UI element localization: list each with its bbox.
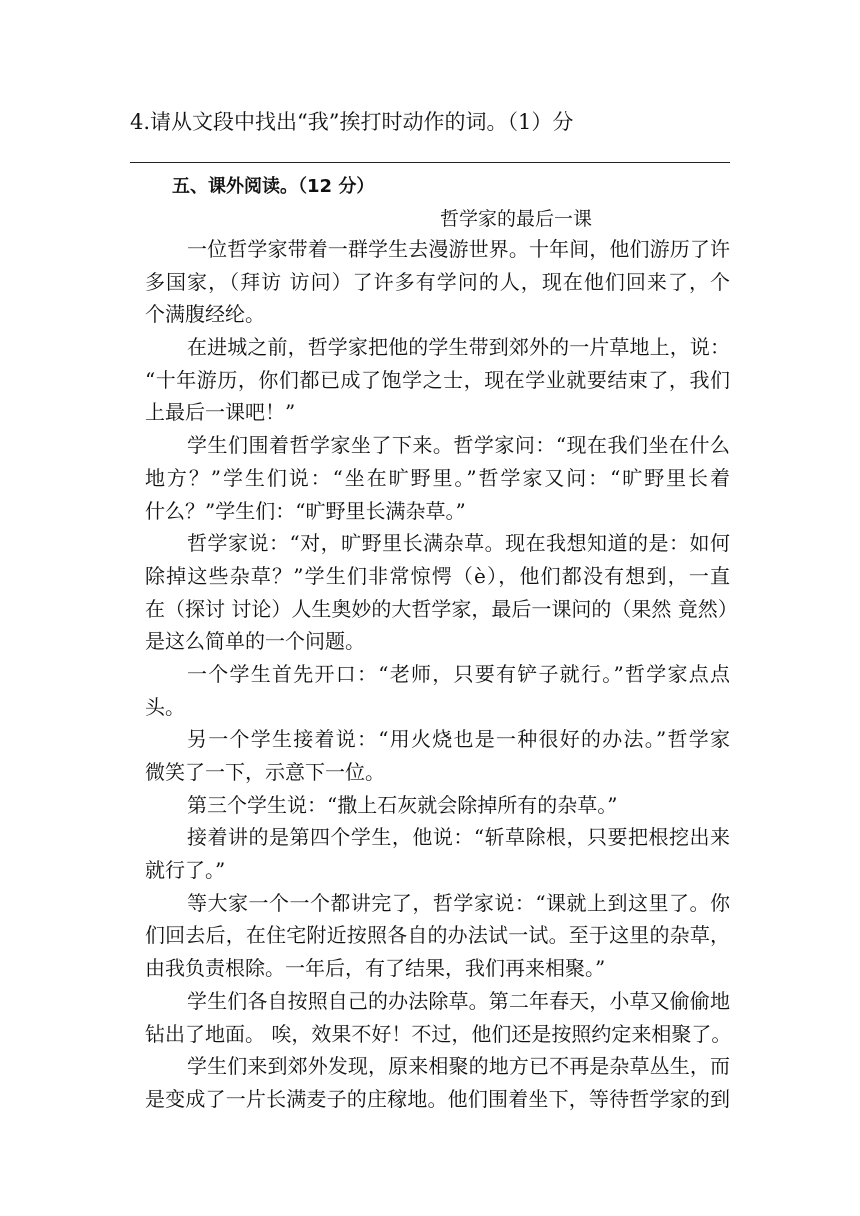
- text-line: 在进城之前，哲学家把他的学生带到郊外的一片草地上，说：: [187, 335, 730, 360]
- text-line: 学生们来到郊外发现，原来相聚的地方已不再是杂草丛生，而: [187, 1054, 730, 1079]
- text-line: 微笑了一下，示意下一位。: [145, 760, 385, 784]
- text-line: 在（探讨 讨论）人生奥妙的大哲学家，最后一课问的（果然 竟然）: [145, 596, 738, 621]
- text-line: 上最后一课吧！”: [145, 400, 296, 425]
- text-line: 就行了。”: [145, 858, 226, 883]
- text-line: 学生们各自按照自己的办法除草。第二年春天，小草又偷偷地: [187, 988, 730, 1013]
- text-line: 是这么简单的一个问题。: [145, 629, 365, 654]
- text-line: 接着讲的是第四个学生，他说：“斩草除根，只要把根挖出来: [187, 825, 730, 850]
- text-line: 什么？”学生们：“旷野里长满杂草。”: [145, 498, 466, 523]
- article-body: [145, 233, 738, 1116]
- text-line: 个满腹经纶。: [145, 302, 265, 327]
- text-line: 由我负责根除。一年后，有了结果，我们再来相聚。”: [145, 956, 606, 981]
- text-line: 等大家一个一个都讲完了，哲学家说：“课就上到这里了。你: [187, 890, 730, 915]
- divider-line: [130, 162, 730, 163]
- text-line: 哲学家说：“对，旷野里长满杂草。现在我想知道的是：如何: [187, 531, 730, 556]
- article-title: 哲学家的最后一课: [440, 208, 593, 230]
- text-line: 是变成了一片长满麦子的庄稼地。他们围着坐下，等待哲学家的到: [145, 1086, 730, 1111]
- text-line: 头。: [145, 694, 185, 719]
- text-line: 钻出了地面。 唉，效果不好！不过，他们还是按照约定来相聚了。: [145, 1021, 732, 1046]
- text-line: 们回去后，在住宅附近按照各自的办法试一试。至于这里的杂草，: [145, 923, 730, 948]
- text-line: 多国家，（拜访 访问）了许多有学问的人，现在他们回来了，个: [145, 269, 730, 294]
- section-heading: 五、课外阅读。（12 分）: [172, 176, 375, 197]
- text-line: 除掉这些杂草？”学生们非常惊愕（è），他们都没有想到，一直: [145, 563, 730, 588]
- text-line: 一个学生首先开口：“老师，只要有铲子就行。”哲学家点点: [187, 661, 730, 686]
- text-line: 地方？”学生们说：“坐在旷野里。”哲学家又问：“旷野里长着: [145, 465, 730, 490]
- text-line: 一位哲学家带着一群学生去漫游世界。十年间，他们游历了许: [187, 237, 730, 261]
- text-line: 第三个学生说：“撒上石灰就会除掉所有的杂草。”: [187, 792, 618, 817]
- text-line: “十年游历，你们都已成了饱学之士，现在学业就要结束了，我们: [145, 367, 730, 392]
- text-line: 学生们围着哲学家坐了下来。哲学家问：“现在我们坐在什么: [187, 433, 730, 458]
- text-line: 另一个学生接着说：“用火烧也是一种很好的办法。”哲学家: [187, 727, 730, 752]
- question-4: 4.请从文段中找出“我”挨打时动作的词。（1）分: [130, 110, 574, 134]
